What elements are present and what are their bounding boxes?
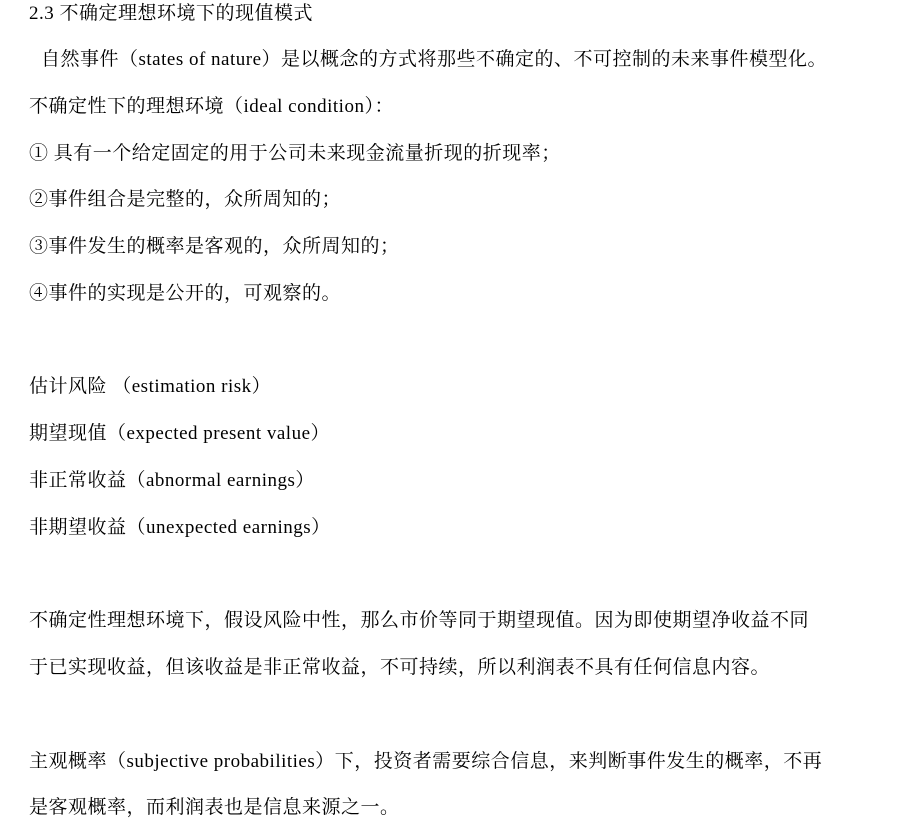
ideal-condition-item-2: ②事件组合是完整的，众所周知的； bbox=[29, 189, 342, 210]
intro-paragraph: 自然事件（states of nature）是以概念的方式将那些不确定的、不可控制的未来事件模型化。 bbox=[41, 49, 828, 70]
term-unexpected-earnings: 非期望收益（unexpected earnings） bbox=[29, 517, 331, 538]
ideal-condition-item-4: ④事件的实现是公开的，可观察的。 bbox=[29, 283, 342, 304]
paragraph-1-line-1: 不确定性理想环境下，假设风险中性，那么市价等同于期望现值。因为即使期望净收益不同 bbox=[29, 610, 810, 631]
term-expected-present-value: 期望现值（expected present value） bbox=[29, 423, 331, 444]
term-estimation-risk: 估计风险 （estimation risk） bbox=[29, 376, 272, 397]
ideal-condition-item-3: ③事件发生的概率是客观的，众所周知的； bbox=[29, 236, 400, 257]
term-abnormal-earnings: 非正常收益（abnormal earnings） bbox=[29, 470, 315, 491]
section-heading: 2.3 不确定理想环境下的现值模式 bbox=[29, 3, 314, 24]
paragraph-2-line-1: 主观概率（subjective probabilities）下，投资者需要综合信息，来判断事件发生的概率，不再 bbox=[29, 751, 823, 772]
ideal-condition-item-1: ① 具有一个给定固定的用于公司未来现金流量折现的折现率； bbox=[29, 143, 561, 164]
paragraph-2-line-2: 是客观概率，而利润表也是信息来源之一。 bbox=[29, 797, 400, 818]
paragraph-1-line-2: 于已实现收益，但该收益是非正常收益，不可持续，所以利润表不具有任何信息内容。 bbox=[29, 657, 771, 678]
ideal-condition-title: 不确定性下的理想环境（ideal condition）： bbox=[29, 96, 394, 117]
